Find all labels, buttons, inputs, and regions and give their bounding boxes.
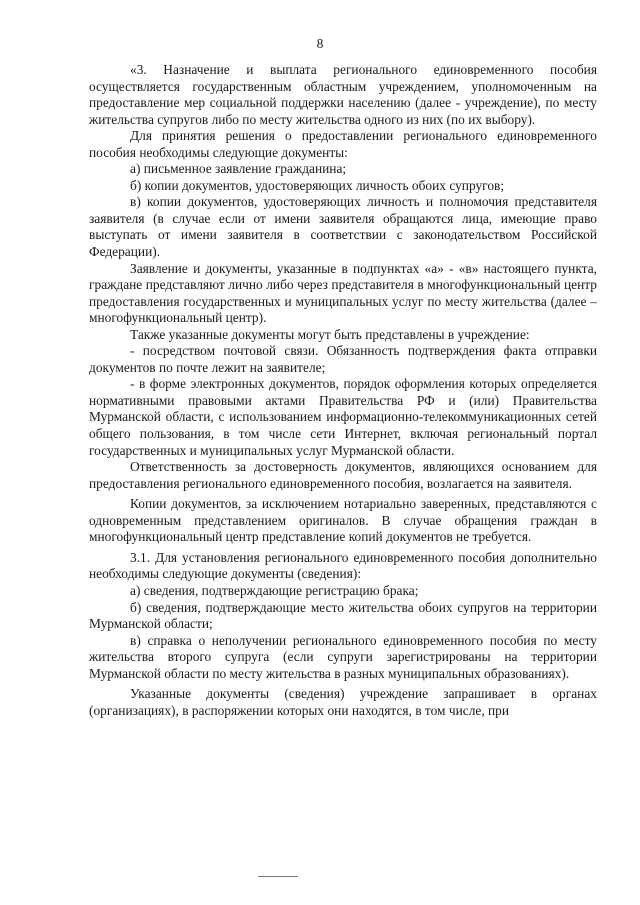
- list-item-b: б) копии документов, удостоверяющих личность обоих супругов;: [130, 177, 505, 193]
- list-item-c: в) копии документов, удостоверяющих личность и полномочия представителя заявителя (в случае если от имени заявителя обращаются лица, имеющие право выступать от имени заявителя в соответствии с законодательством Российской Федерации).: [89, 194, 597, 260]
- list-item-3-1-c: в) справка о неполучении регионального единовременного пособия по месту жительства второго супруга (если супруги зарегистрированы на территории Мурманской области по месту жительства в разных муниципальных образованиях).: [89, 632, 597, 681]
- paragraph-copies: Копии документов, за исключением нотариально заверенных, представляются с одновременным представлением оригиналов. В случае обращения граждан в многофункциональный центр представление копий документов не требуется.: [89, 496, 597, 545]
- list-item-postal: - посредством почтовой связи. Обязанность подтверждения факта отправки документов по почте лежит на заявителе;: [89, 343, 597, 375]
- list-item-electronic: - в форме электронных документов, порядок оформления которых определяется нормативными правовыми актами Правительства РФ и (или) Правительства Мурманской области, с использованием информационно-телекоммуникационных сетей общего пользования, в том числе сети Интернет, включая региональный портал государственных и муниципальных услуг Мурманской области.: [89, 376, 597, 458]
- paragraph-required-documents: Для принятия решения о предоставлении регионального единовременного пособия необходимы следующие документы:: [89, 128, 597, 160]
- document-body: [89, 62, 597, 719]
- paragraph-submission: Заявление и документы, указанные в подпунктах «а» - «в» настоящего пункта, граждане представляют лично либо через представителя в многофункциональный центр предоставления государственных и муниципальных услуг по месту жительства (далее – многофункциональный центр).: [89, 260, 597, 326]
- paragraph-intro: «3. Назначение и выплата регионального единовременного пособия осуществляется государственным областным учреждением, уполномоченным на предоставление мер социальной поддержки населению (далее - учреждение), по месту жительства супругов либо по месту жительства одного из них (по их выбору).: [89, 62, 597, 127]
- paragraph-requests: Указанные документы (сведения) учреждение запрашивает в органах (организациях), в распоряжении которых они находятся, в том числе, при: [89, 686, 597, 718]
- paragraph-section-3-1: 3.1. Для установления регионального единовременного пособия дополнительно необходимы следующие документы (сведения):: [89, 549, 597, 582]
- paragraph-also-submitted: Также указанные документы могут быть представлены в учреждение:: [130, 326, 530, 342]
- footer-rule: [258, 876, 298, 877]
- page-number: 8: [316, 36, 324, 51]
- list-item-3-1-a: а) сведения, подтверждающие регистрацию брака;: [130, 582, 419, 598]
- list-item-3-1-b: б) сведения, подтверждающие место жительства обоих супругов на территории Мурманской области;: [89, 599, 597, 632]
- paragraph-responsibility: Ответственность за достоверность документов, являющихся основанием для предоставления регионального единовременного пособия, возлагается на заявителя.: [89, 459, 597, 491]
- list-item-a: а) письменное заявление гражданина;: [130, 161, 347, 177]
